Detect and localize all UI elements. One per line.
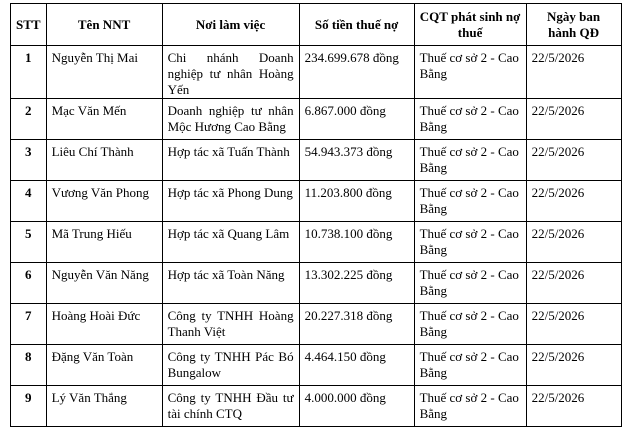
cell-authority: Thuế cơ sở 2 - Cao Bằng	[414, 222, 526, 263]
cell-tax-debt: 10.738.100 đồng	[299, 222, 414, 263]
cell-issue-date: 22/5/2026	[526, 386, 621, 427]
table-row	[11, 304, 622, 345]
cell-workplace: Hợp tác xã Tuấn Thành	[162, 140, 299, 181]
cell-authority: Thuế cơ sở 2 - Cao Bằng	[414, 345, 526, 386]
cell-issue-date: 22/5/2026	[526, 263, 621, 304]
header-authority: CQT phát sinh nợ thuế	[414, 4, 526, 46]
header-workplace: Nơi làm việc	[162, 4, 299, 46]
cell-tax-debt: 13.302.225 đồng	[299, 263, 414, 304]
cell-name: Lý Văn Thắng	[46, 386, 162, 427]
cell-stt: 3	[11, 140, 47, 181]
header-stt: STT	[11, 4, 47, 46]
table-row	[11, 140, 622, 181]
cell-authority: Thuế cơ sở 2 - Cao Bằng	[414, 99, 526, 140]
header-tax-debt: Số tiền thuế nợ	[299, 4, 414, 46]
cell-workplace: Doanh nghiệp tư nhân Mộc Hương Cao Bằng	[162, 99, 299, 140]
cell-issue-date: 22/5/2026	[526, 345, 621, 386]
cell-tax-debt: 234.699.678 đồng	[299, 46, 414, 99]
cell-stt: 9	[11, 386, 47, 427]
cell-stt: 7	[11, 304, 47, 345]
header-issue-date: Ngày ban hành QĐ	[526, 4, 621, 46]
cell-stt: 2	[11, 99, 47, 140]
cell-workplace: Hợp tác xã Toàn Năng	[162, 263, 299, 304]
cell-stt: 4	[11, 181, 47, 222]
cell-issue-date: 22/5/2026	[526, 140, 621, 181]
cell-name: Mã Trung Hiếu	[46, 222, 162, 263]
table-row	[11, 386, 622, 427]
cell-tax-debt: 11.203.800 đồng	[299, 181, 414, 222]
cell-issue-date: 22/5/2026	[526, 46, 621, 99]
cell-workplace: Công ty TNHH Đầu tư tài chính CTQ	[162, 386, 299, 427]
cell-issue-date: 22/5/2026	[526, 304, 621, 345]
cell-tax-debt: 54.943.373 đồng	[299, 140, 414, 181]
cell-name: Vương Văn Phong	[46, 181, 162, 222]
table-row	[11, 222, 622, 263]
cell-name: Nguyễn Văn Năng	[46, 263, 162, 304]
cell-tax-debt: 6.867.000 đồng	[299, 99, 414, 140]
cell-authority: Thuế cơ sở 2 - Cao Bằng	[414, 181, 526, 222]
table-row	[11, 99, 622, 140]
header-name: Tên NNT	[46, 4, 162, 46]
cell-tax-debt: 20.227.318 đồng	[299, 304, 414, 345]
cell-authority: Thuế cơ sở 2 - Cao Bằng	[414, 140, 526, 181]
table-row	[11, 181, 622, 222]
cell-name: Hoàng Hoài Đức	[46, 304, 162, 345]
header-row	[11, 4, 622, 46]
cell-workplace: Công ty TNHH Hoàng Thanh Việt	[162, 304, 299, 345]
table-row	[11, 46, 622, 99]
cell-workplace: Hợp tác xã Quang Lâm	[162, 222, 299, 263]
cell-workplace: Hợp tác xã Phong Dung	[162, 181, 299, 222]
cell-stt: 6	[11, 263, 47, 304]
cell-issue-date: 22/5/2026	[526, 222, 621, 263]
cell-stt: 5	[11, 222, 47, 263]
cell-authority: Thuế cơ sở 2 - Cao Bằng	[414, 263, 526, 304]
cell-name: Đặng Văn Toàn	[46, 345, 162, 386]
table-row	[11, 263, 622, 304]
cell-tax-debt: 4.000.000 đồng	[299, 386, 414, 427]
cell-stt: 8	[11, 345, 47, 386]
table-row	[11, 345, 622, 386]
cell-name: Liêu Chí Thành	[46, 140, 162, 181]
cell-name: Nguyễn Thị Mai	[46, 46, 162, 99]
cell-authority: Thuế cơ sở 2 - Cao Bằng	[414, 386, 526, 427]
cell-authority: Thuế cơ sở 2 - Cao Bằng	[414, 304, 526, 345]
cell-workplace: Chi nhánh Doanh nghiệp tư nhân Hoàng Yến	[162, 46, 299, 99]
cell-authority: Thuế cơ sở 2 - Cao Bằng	[414, 46, 526, 99]
cell-issue-date: 22/5/2026	[526, 181, 621, 222]
tax-debt-table	[10, 3, 622, 427]
cell-name: Mạc Văn Mến	[46, 99, 162, 140]
cell-issue-date: 22/5/2026	[526, 99, 621, 140]
cell-workplace: Công ty TNHH Pác Bó Bungalow	[162, 345, 299, 386]
cell-stt: 1	[11, 46, 47, 99]
cell-tax-debt: 4.464.150 đồng	[299, 345, 414, 386]
